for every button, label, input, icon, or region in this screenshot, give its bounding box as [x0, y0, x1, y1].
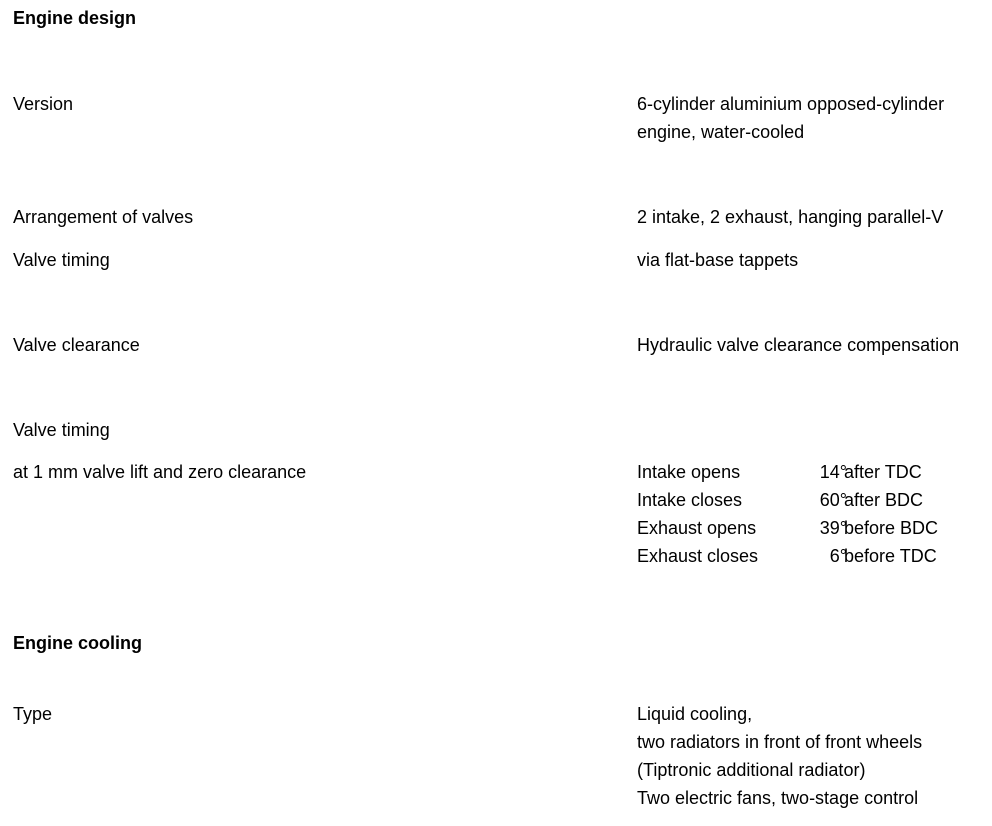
cooling-type-value-line: Two electric fans, two-stage control: [637, 788, 919, 808]
timing-event: Exhaust opens: [637, 518, 757, 538]
engine-design-heading: Engine design: [13, 8, 137, 28]
timing-degrees: 39°: [819, 518, 847, 538]
cooling-type-value-line: two radiators in front of front wheels: [637, 732, 923, 752]
version-value: [637, 90, 944, 146]
timing-event: Intake closes: [637, 490, 743, 510]
engine-cooling-heading: Engine cooling: [13, 633, 142, 653]
valve-clearance-label: Valve clearance: [13, 335, 140, 355]
cooling-type-value: [637, 700, 922, 812]
version-value-line: engine, water-cooled: [637, 122, 805, 142]
valve-timing-row: [637, 486, 977, 514]
cooling-type-value-line: (Tiptronic additional radiator): [637, 760, 866, 780]
timing-degrees: 14°: [819, 462, 847, 482]
timing-reference: after BDC: [844, 490, 924, 510]
version-value-line: 6-cylinder aluminium opposed-cylinder: [637, 94, 945, 114]
timing-reference: after TDC: [844, 462, 922, 482]
timing-event: Exhaust closes: [637, 546, 759, 566]
valve-clearance-value: Hydraulic valve clearance compensation: [637, 335, 960, 355]
valve-timing-row: [637, 514, 977, 542]
version-label: Version: [13, 94, 74, 114]
timing-reference: before BDC: [844, 518, 939, 538]
timing-degrees: 60°: [819, 490, 847, 510]
valve-timing-table: [637, 458, 977, 570]
valve-timing-drive-value: via flat-base tappets: [637, 250, 799, 270]
valve-timing-row: [637, 458, 977, 486]
valve-timing-label: Valve timing: [13, 420, 110, 440]
cooling-type-value-line: Liquid cooling,: [637, 704, 753, 724]
cooling-type-label: Type: [13, 704, 53, 724]
arrangement-of-valves-value: 2 intake, 2 exhaust, hanging parallel-V: [637, 207, 944, 227]
timing-reference: before TDC: [844, 546, 937, 566]
valve-timing-row: [637, 542, 977, 570]
valve-timing-condition: at 1 mm valve lift and zero clearance: [13, 462, 307, 482]
valve-timing-drive-label: Valve timing: [13, 250, 110, 270]
timing-event: Intake opens: [637, 462, 741, 482]
arrangement-of-valves-label: Arrangement of valves: [13, 207, 194, 227]
timing-degrees: 6°: [829, 546, 847, 566]
